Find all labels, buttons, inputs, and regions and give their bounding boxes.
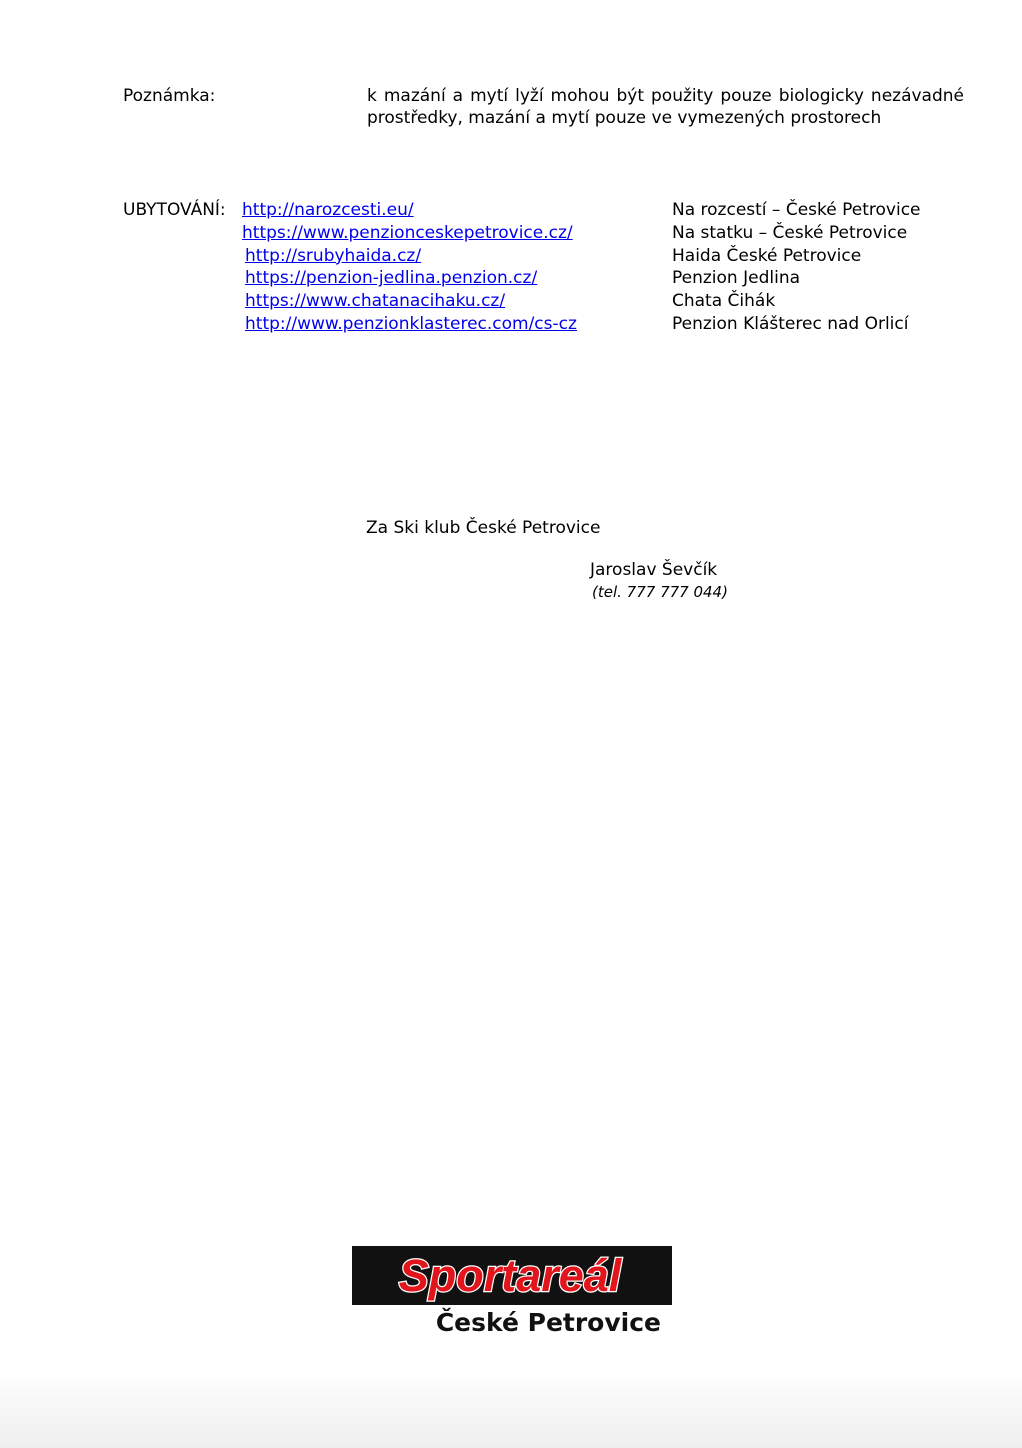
accommodation-link[interactable]: http://www.penzionklasterec.com/cs-cz xyxy=(245,313,577,334)
accommodation-link[interactable]: http://srubyhaida.cz/ xyxy=(245,245,422,266)
list-item xyxy=(242,245,577,268)
accommodation-name: Chata Čihák xyxy=(672,291,776,312)
accommodation-link[interactable]: https://penzion-jedlina.penzion.cz/ xyxy=(245,268,538,289)
logo-brand: Sportareál xyxy=(398,1250,622,1301)
note-label: Poznámka: xyxy=(123,86,216,106)
accommodation-link[interactable]: https://www.penzionceskepetrovice.cz/ xyxy=(242,222,573,243)
accommodation-links xyxy=(242,199,577,336)
accommodation-name: Penzion Jedlina xyxy=(672,268,801,289)
accommodation-name: Na statku – České Petrovice xyxy=(672,222,908,243)
list-item xyxy=(242,313,577,336)
accommodation-name: Penzion Klášterec nad Orlicí xyxy=(672,313,909,334)
list-item xyxy=(242,267,577,290)
accommodation-names xyxy=(672,199,921,336)
signer-name: Jaroslav Ševčík xyxy=(590,560,718,580)
club-signature: Za Ski klub České Petrovice xyxy=(366,518,601,538)
note-text: k mazání a mytí lyží mohou být použity pouze biologicky nezávadné prostředky, mazání a mytí pouze ve vymezených prostorech xyxy=(367,86,964,128)
accommodation-link[interactable]: http://narozcesti.eu/ xyxy=(242,200,414,220)
sportareal-logo xyxy=(350,1243,675,1338)
page-bottom-shade xyxy=(0,1370,1022,1448)
logo-place: České Petrovice xyxy=(435,1308,661,1337)
accommodation-name: Na rozcestí – České Petrovice xyxy=(672,200,921,220)
list-item xyxy=(242,290,577,313)
accommodation-link[interactable]: https://www.chatanacihaku.cz/ xyxy=(245,291,506,312)
list-item xyxy=(242,222,577,245)
signer-phone: (tel. 777 777 044) xyxy=(592,583,728,601)
list-item xyxy=(242,199,577,222)
accommodation-name: Haida České Petrovice xyxy=(672,245,862,266)
accommodation-label: UBYTOVÁNÍ: xyxy=(123,200,226,220)
logo-registered-mark: ® xyxy=(662,1247,671,1257)
